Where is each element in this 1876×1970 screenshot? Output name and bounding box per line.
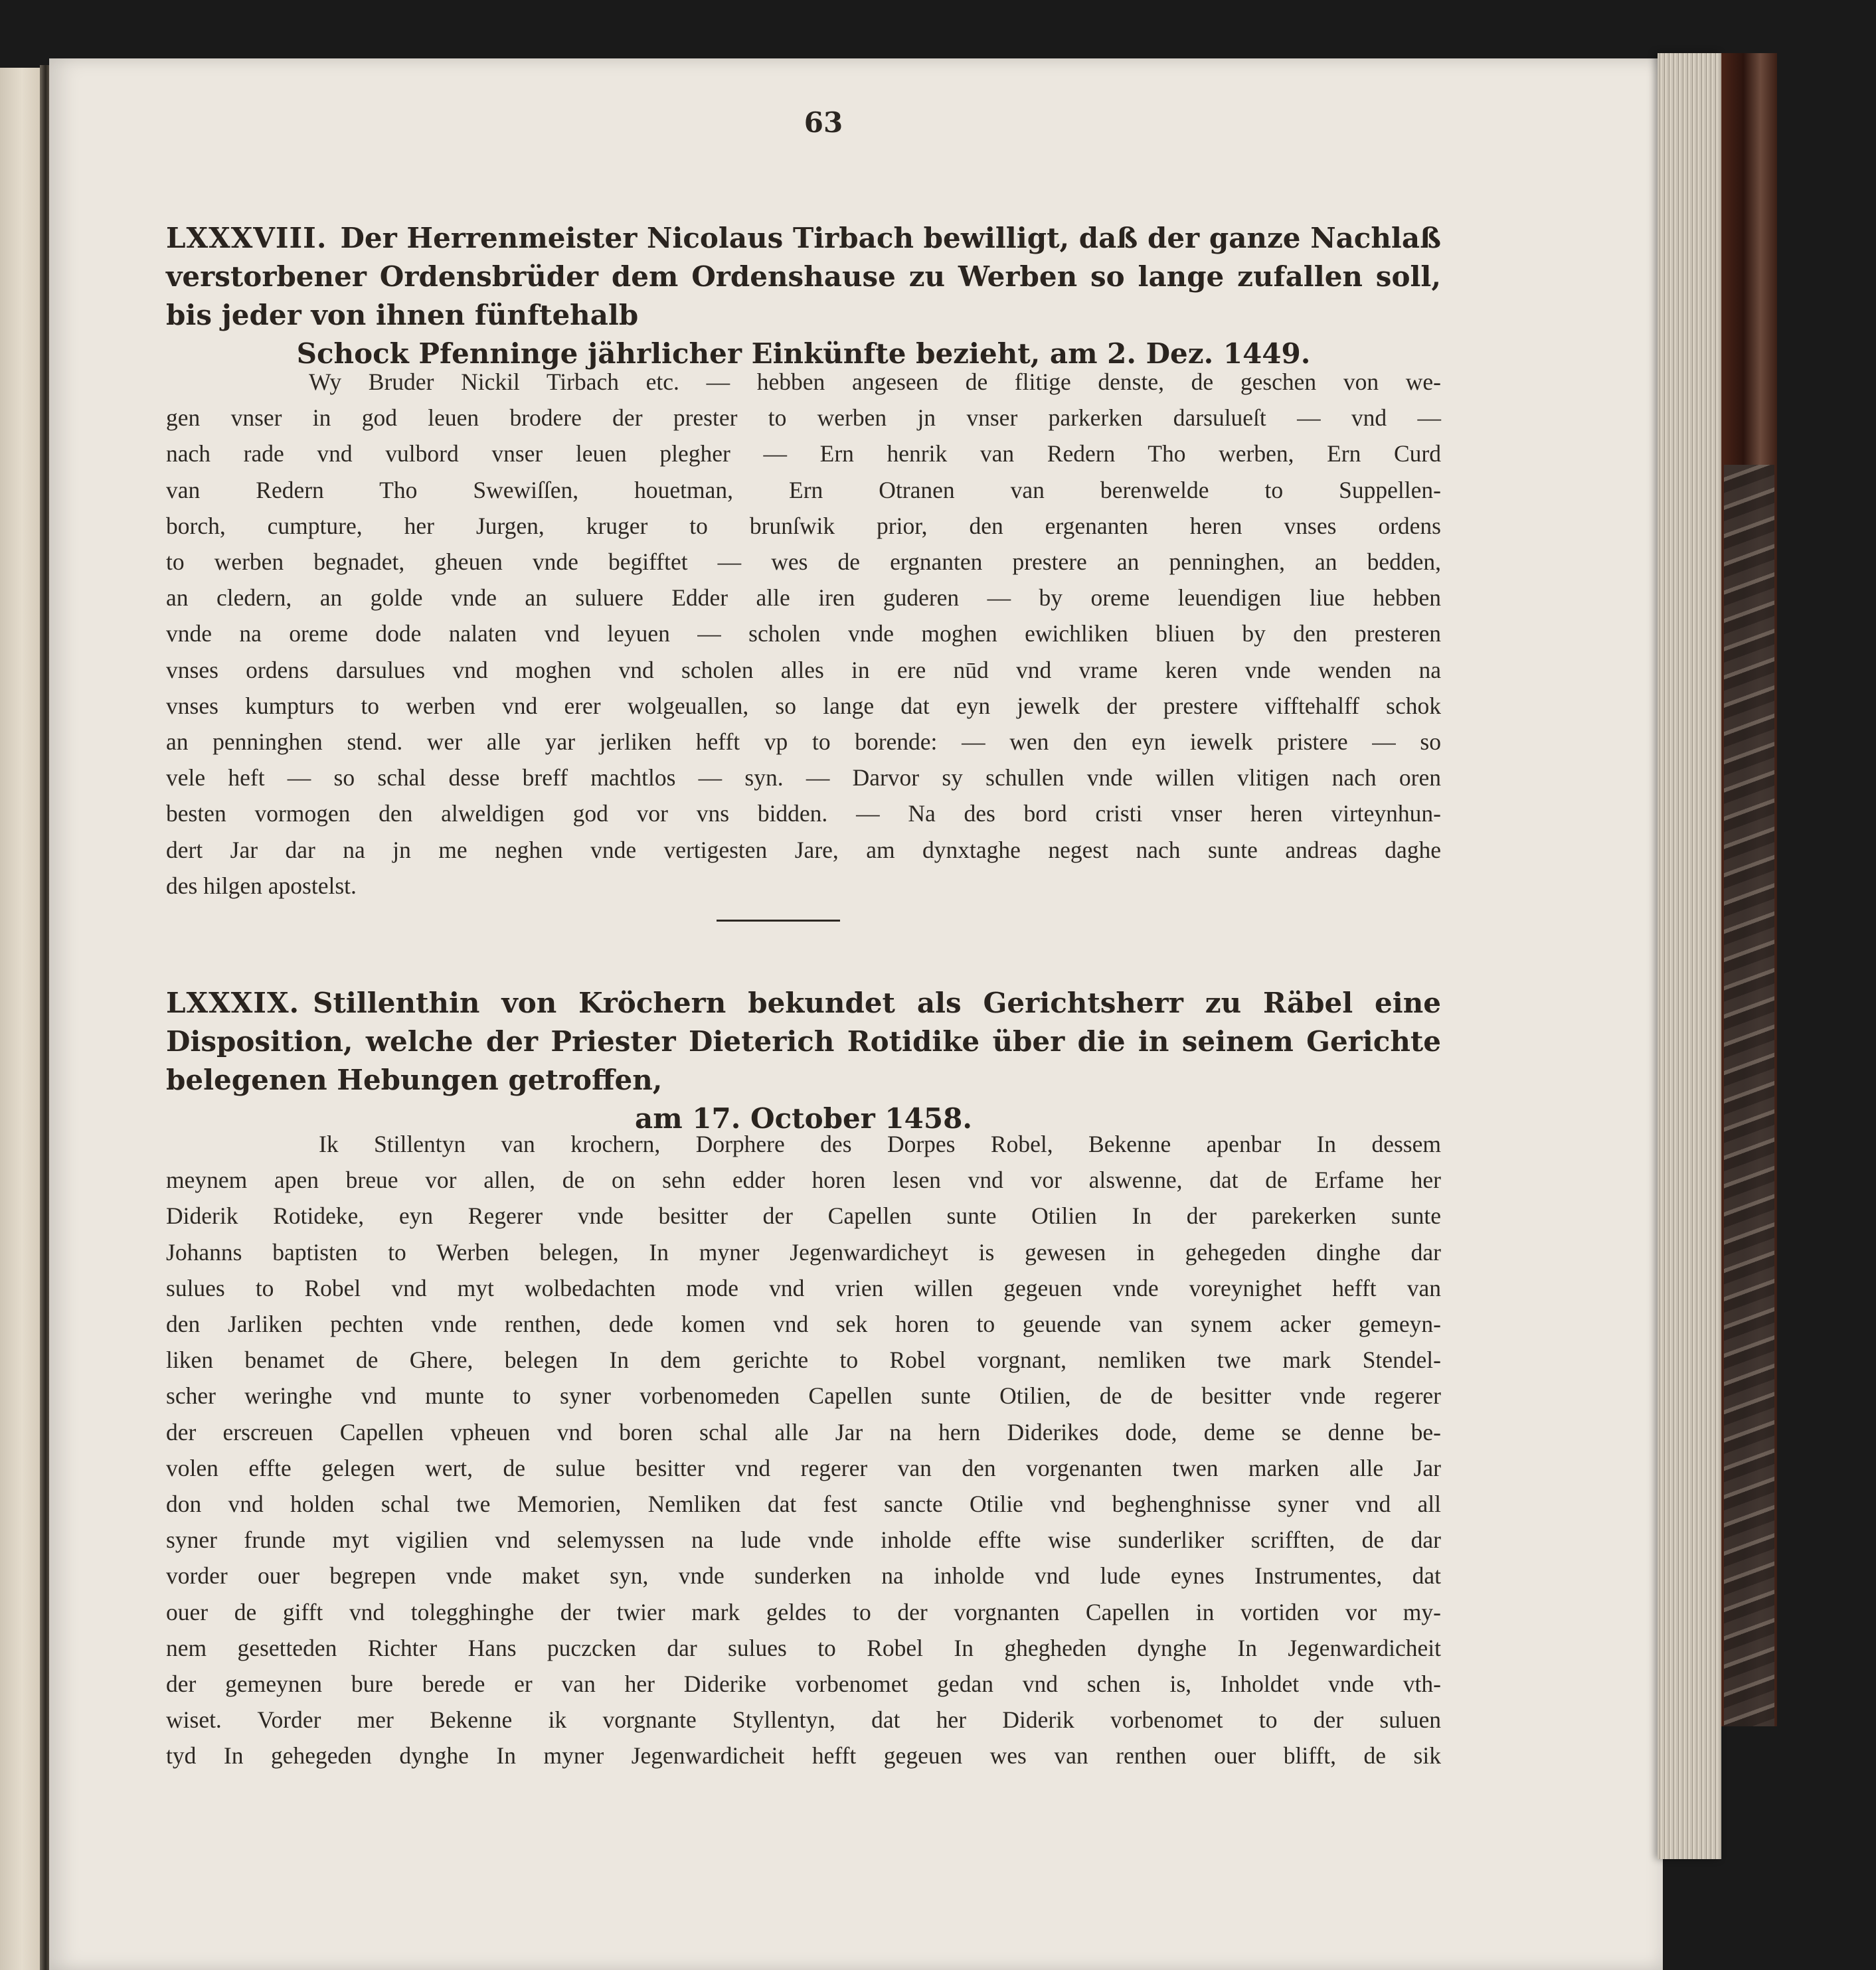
facing-page-edge (0, 68, 40, 1970)
text-line: don vnd holden schal twe Memorien, Nemliken dat fest sancte Otilie vnd beghenghnisse syner vnd all (166, 1491, 1441, 1518)
text-line: vnses ordens darsulues vnd moghen vnd scholen alles in ere nūd vnd vrame keren vnde wenden na (166, 656, 1441, 683)
section-title-line: Schock Pfenninge jährlicher Einkünfte bezieht, am 2. Dez. 1449. (296, 337, 1311, 370)
text-line: gen vnser in god leuen brodere der prester to werben jn vnser parkerken darsulueſt — vnd — (166, 404, 1441, 432)
text-line: sulues to Robel vnd myt wolbedachten mode vnd vrien willen gegeuen vnde voreynighet hefft van (166, 1274, 1441, 1301)
section-title-line: welche der Priester Dieterich Rotidike über die in seinem Gerichte belegenen Hebungen getroffen, (166, 1025, 1441, 1096)
section-title-line: Ordensbrüder dem Ordenshause zu Werben so lange zufallen soll, bis jeder von ihnen fünftehalb (166, 260, 1441, 331)
text-line: vnses kumpturs to werben vnd erer wolgeuallen, so lange dat eyn jewelk der prestere vifftehalff schok (166, 692, 1441, 719)
page-number: 63 (804, 106, 843, 139)
text-line: des hilgen apostelst. (166, 872, 357, 899)
text-line: Diderik Rotideke, eyn Regerer vnde besitter der Capellen sunte Otilien In der parekerken sunte (166, 1202, 1441, 1230)
text-line: borch, cumpture, her Jurgen, kruger to brunſwik prior, den ergenanten heren vnses ordens (166, 512, 1441, 539)
text-line: Wy Bruder Nickil Tirbach etc. — hebben angeseen de flitige denste, de geschen von we- (309, 369, 1441, 395)
text-line: liken benamet de Ghere, belegen In dem gerichte to Robel vorgnant, nemliken twe mark Stendel- (166, 1347, 1441, 1374)
text-line: to werben begnadet, gheuen vnde begifftet — wes de ergnanten prestere an penninghen, an bedden, (166, 548, 1441, 576)
text-line: syner frunde myt vigilien vnd selemyssen na lude vnde inholde effte wise sunderliker scrifften, de dar (166, 1526, 1441, 1554)
text-line: dert Jar dar na jn me neghen vnde vertigesten Jare, am dynxtaghe negest nach sunte andreas daghe (166, 836, 1441, 863)
text-line: nem gesetteden Richter Hans puczcken dar sulues to Robel In ghegheden dynghe In Jegenwardicheit (166, 1634, 1441, 1661)
text-line: an penninghen stend. wer alle yar jerliken hefft vp to borende: — wen den eyn iewelk pristere — so (166, 728, 1441, 756)
section-divider (717, 920, 840, 922)
text-line: meynem apen breue vor allen, de on sehn edder horen lesen vnd vor alswenne, dat de Erfame her (166, 1167, 1441, 1194)
section-body-2 (166, 1126, 1441, 1774)
section-title-line: Der Herrenmeister Nicolaus Tirbach bewilligt, daß der ganze Nachlaß verstorbener (166, 222, 1441, 293)
text-line: besten vormogen den alweldigen god vor vns bidden. — Na des bord cristi vnser heren virteynhun- (166, 800, 1441, 827)
marbled-cover (1724, 465, 1774, 1726)
text-line: den Jarliken pechten vnde renthen, dede komen vnd sek horen to geuende van synem acker gemeyn- (166, 1311, 1441, 1338)
text-line: nach rade vnd vulbord vnser leuen plegher — Ern henrik van Redern Tho werben, Ern Curd (166, 440, 1441, 467)
section-title-line: Stillenthin von Kröchern bekundet als Gerichtsherr zu Räbel eine Disposition, (166, 987, 1441, 1058)
text-line: Johanns baptisten to Werben belegen, In myner Jegenwardicheyt is gewesen in gehegeden dinghe dar (166, 1238, 1441, 1266)
text-line: tyd In gehegeden dynghe In myner Jegenwardicheit hefft gegeuen wes van renthen ouer blifft, de sik (166, 1742, 1441, 1769)
book-gutter (40, 65, 49, 1970)
text-line: vele heft — so schal desse breff machtlos — syn. — Darvor sy schullen vnde willen vlitigen nach oren (166, 764, 1441, 791)
text-line: van Redern Tho Swewiſſen, houetman, Ern Otranen van berenwelde to Suppellen- (166, 476, 1441, 503)
text-line: der erscreuen Capellen vpheuen vnd boren schal alle Jar na hern Diderikes dode, deme se denne be- (166, 1418, 1441, 1445)
text-line: an cledern, an golde vnde an suluere Edder alle iren guderen — by oreme leuendigen liue hebben (166, 584, 1441, 612)
text-line: ouer de gifft vnd tolegghinghe der twier mark geldes to der vorgnanten Capellen in vortiden vor my- (166, 1598, 1441, 1625)
section-number-1: LXXXVIII. (166, 222, 327, 254)
section-heading-1 (166, 219, 1441, 373)
section-title-line: am 17. October 1458. (635, 1102, 972, 1135)
section-heading-2 (166, 984, 1441, 1138)
text-line: der gemeynen bure berede er van her Diderike vorbenomet gedan vnd schen is, Inholdet vnde vth- (166, 1671, 1441, 1698)
text-line: vnde na oreme dode nalaten vnd leyuen — scholen vnde moghen ewichliken bliuen by den presteren (166, 620, 1441, 647)
section-number-2: LXXXIX. (166, 987, 300, 1019)
text-line: vorder ouer begrepen vnde maket syn, vnde sunderken na inholde vnd lude eynes Instrumentes, dat (166, 1562, 1441, 1590)
text-line: wiset. Vorder mer Bekenne ik vorgnante Styllentyn, dat her Diderik vorbenomet to der suluen (166, 1706, 1441, 1734)
page-edges (1658, 53, 1721, 1859)
text-line: scher weringhe vnd munte to syner vorbenomeden Capellen sunte Otilien, de de besitter vnde regerer (166, 1382, 1441, 1410)
text-line: Ik Stillentyn van krochern, Dorphere des Dorpes Robel, Bekenne apenbar In dessem (319, 1131, 1441, 1157)
text-line: volen effte gelegen wert, de sulue besitter vnd regerer van den vorgenanten twen marken alle Jar (166, 1454, 1441, 1481)
section-body-1 (166, 364, 1441, 904)
